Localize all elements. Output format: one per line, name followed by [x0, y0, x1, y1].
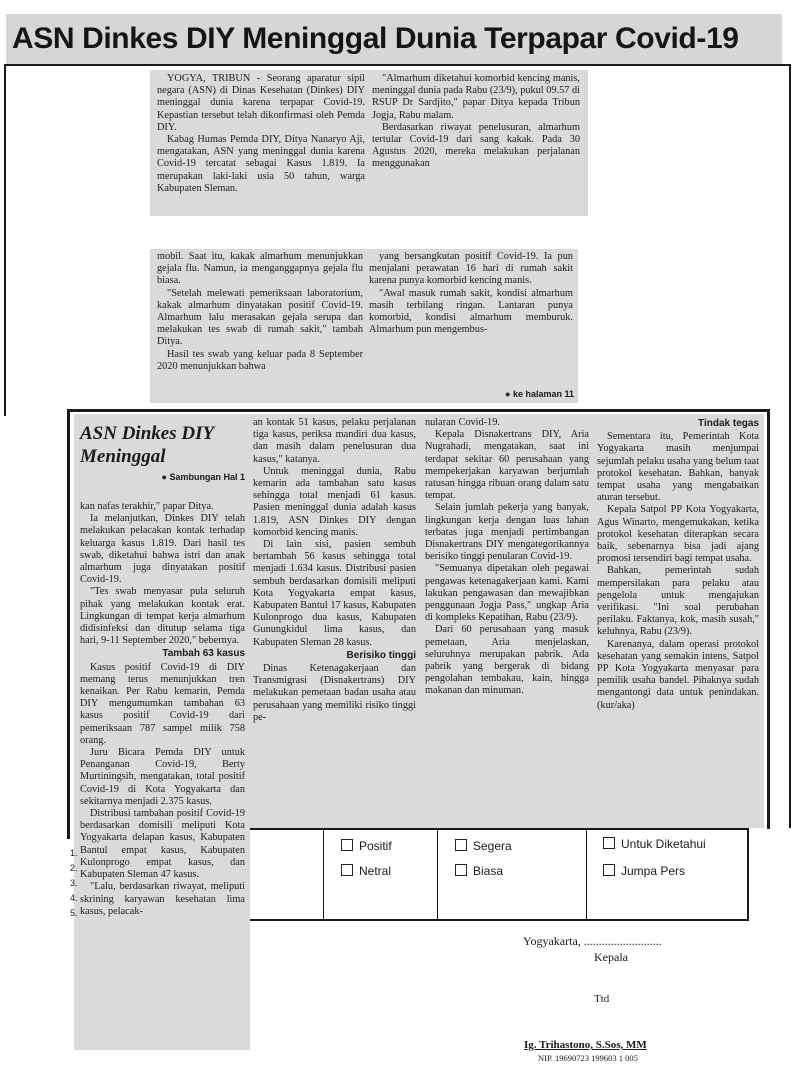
- form-row-number: 3.: [70, 878, 78, 888]
- paragraph: "Semuanya dipetakan oleh pegawai pengawas ketenagakerjaan kami. Kami lakukan pengawasan dan mewajibkan penggunaan Jogja Pass," ungkap Aria di kompleks Kepatihan, Rabu (23/9).: [425, 563, 589, 624]
- checkbox-untuk-diketahui[interactable]: [603, 837, 615, 849]
- paragraph: nularan Covid-19.: [425, 417, 500, 428]
- form-row-number: 1.: [70, 848, 78, 858]
- continuation-title: ASN Dinkes DIY Meninggal: [80, 423, 214, 467]
- bottom-clipping-column-1: [80, 501, 245, 918]
- checkbox-netral[interactable]: [341, 864, 353, 876]
- option-netral-label: Netral: [359, 864, 392, 878]
- headline-banner: [6, 14, 782, 64]
- signature-ttd: Ttd: [594, 993, 610, 1005]
- form-row-number: 4.: [70, 893, 78, 903]
- option-biasa[interactable]: [455, 864, 503, 878]
- bottom-clip-border-top: [67, 409, 770, 412]
- checkbox-positif[interactable]: [341, 839, 353, 851]
- checkbox-segera[interactable]: [455, 839, 467, 851]
- continued-from-page-1: ● Sambungan Hal 1: [161, 472, 245, 482]
- middle-clipping-column-1: [157, 251, 363, 373]
- option-segera-label: Segera: [473, 839, 512, 853]
- form-table-divider-3: [586, 828, 587, 921]
- paragraph: mobil. Saat itu, kakak almarhum menunjukkan gejala flu. Namun, ia menganggapnya gejala flu biasa.: [157, 251, 363, 287]
- option-untuk-diketahui[interactable]: [603, 837, 706, 851]
- checkbox-biasa[interactable]: [455, 864, 467, 876]
- paragraph: "Lalu, berdasarkan riwayat, meliputi skrining karyawan kesehatan lima kasus, pelacak-: [80, 881, 245, 917]
- form-table-divider-1: [323, 828, 324, 921]
- form-table-line-top: [250, 828, 748, 830]
- top-clipping-column-1: [157, 73, 365, 195]
- paragraph: Dinas Ketenagakerjaan dan Transmigrasi (Disnakertrans) DIY melakukan pemetaan badan usaha atau perusahaan yang memiliki risiko tinggi pe-: [253, 663, 416, 723]
- bottom-clipping-column-4: [597, 417, 759, 712]
- signature-place-date: Yogyakarta, ..........................: [523, 934, 662, 948]
- option-segera[interactable]: [455, 839, 512, 853]
- option-jumpa-pers-label: Jumpa Pers: [621, 864, 686, 878]
- paragraph: Hasil tes swab yang keluar pada 8 September 2020 menunjukkan bahwa: [157, 348, 363, 372]
- paragraph: an kontak 51 kasus, pelaku perjalanan tiga kasus, periksa mandiri dua kasus, dan masih dalam penelusuran dua kasus," katanya.: [253, 417, 416, 465]
- form-row-number: 5.: [70, 908, 78, 918]
- paragraph: "Almarhum diketahui komorbid kencing manis, meninggal dunia pada Rabu (23/9), pukul 09.57 di RSUP Dr Sardjito," papar Ditya kepada Tribun Jogja, Rabu malam.: [372, 73, 580, 121]
- paragraph: Karenanya, dalam operasi protokol kesehatan yang semakin intens, Satpol PP Kota Yogyakarta menyasar para pemilik usaha bandel. Pihaknya sudah mengantongi data untuk penindakan. (kur/aka): [597, 638, 759, 711]
- headline: ASN Dinkes DIY Meninggal Dunia Terpapar Covid-19: [12, 22, 739, 55]
- bottom-clip-border-right: [767, 409, 770, 829]
- form-row-numbers: [70, 846, 80, 921]
- form-border-left: [4, 64, 6, 416]
- signature-nip: NIP. 19690723 199603 1 005: [538, 1053, 638, 1063]
- paragraph: Berdasarkan riwayat penelusuran, almarhum tertular Covid-19 dari sang kakak. Pada 30 Agustus 2020, mereka melakukan perjalanan menggunakan: [372, 121, 580, 170]
- form-table-divider-2: [437, 828, 438, 921]
- option-netral[interactable]: [341, 864, 391, 878]
- paragraph: Distribusi tambahan positif Covid-19 berdasarkan domisili meliputi Kota Yogyakarta delapan kasus, Kabupaten Bantul empat kasus, Kabupaten Kulonprogo empat kasus, dan Kabupaten Sleman 47 kasus.: [80, 808, 245, 881]
- bottom-clipping-column-3: [425, 417, 589, 698]
- subheading: Berisiko tinggi: [346, 649, 416, 661]
- paragraph: "Awal masuk rumah sakit, kondisi almarhum masih terbilang ringan. Lantaran punya komorbid, kondisi almarhum memburuk. Almarhum pun mengembus-: [369, 287, 573, 336]
- article-continuation-title-box: [80, 422, 245, 482]
- subheading: Tambah 63 kasus: [162, 648, 245, 660]
- paragraph: Kepala Satpol PP Kota Yogyakarta, Agus Winarto, mengemukakan, ketika protokol kesehatan diterapkan secara baik, sebenarnya bisa jadi ajang promosi tersendiri bagi tempat usaha.: [597, 504, 759, 565]
- paragraph: Selain jumlah pekerja yang banyak, lingkungan kerja dengan luas lahan terbatas juga menjadi pertimbangan Disnakertrans DIY mengategorikannya berisiko tinggi penularan Covid-19.: [425, 502, 589, 563]
- signature-name: Ig. Trihastono, S.Sos, MM: [524, 1039, 647, 1051]
- paragraph: kan nafas terakhir," papar Ditya.: [80, 501, 214, 512]
- paragraph: Kabag Humas Pemda DIY, Ditya Nanaryo Aji, mengatakan, ASN yang meninggal dunia karena Covid-19 tercatat sebagai Kasus 1.819. Ia merupakan laki-laki usia 50 tahun, warga Kabupaten Sleman.: [157, 134, 365, 194]
- paragraph: Kasus positif Covid-19 di DIY memang terus menunjukkan tren kenaikan. Per Rabu kemarin, Pemda DIY mengumumkan tambahan 63 kasus positif Covid-19 dari pemeriksaan 787 sampel milik 758 orang.: [80, 661, 245, 746]
- paragraph: Sementara itu, Pemerintah Kota Yogyakarta masih menjumpai sejumlah pelaku usaha yang belum taat protokol kesehatan. Bahkan, banyak tempat usaha yang mengabaikan aturan tersebut.: [597, 431, 759, 504]
- subheading: Tindak tegas: [698, 418, 759, 429]
- continued-to-page-11: ● ke halaman 11: [505, 389, 574, 399]
- paragraph: Juru Bicara Pemda DIY untuk Penanganan Covid-19, Berty Murtiningsih, mengatakan, total positif Covid-19 di Kota Yogyakarta dan sekitarnya menjadi 2.375 kasus.: [80, 747, 245, 807]
- paragraph: YOGYA, TRIBUN - Seorang aparatur sipil negara (ASN) di Dinas Kesehatan (Dinkes) DIY meninggal dunia karena terpapar Covid-19. Kepastian tersebut telah dikonfirmasi oleh Pemda DIY.: [157, 73, 365, 133]
- form-row-number: 2.: [70, 863, 78, 873]
- middle-clipping-column-2: [369, 251, 573, 336]
- option-jumpa-pers[interactable]: [603, 864, 685, 878]
- option-untuk-diketahui-label: Untuk Diketahui: [621, 837, 706, 851]
- signature-position: Kepala: [594, 950, 628, 964]
- form-border-right: [789, 64, 791, 828]
- checkbox-jumpa-pers[interactable]: [603, 864, 615, 876]
- form-table-right: [747, 828, 749, 921]
- paragraph: Bahkan, pemerintah sudah mempersilakan para pelaku atau pengelola untuk mengajukan verifikasi. "Ini soal perubahan perilaku. Faktanya, kok, masih susah," keluhnya, Rabu (23/9).: [597, 565, 759, 638]
- paragraph: Kepala Disnakertrans DIY, Aria Nugrahadi, mengatakan, saat ini terdapat sekitar 60 perusahaan yang mempekerjakan karyawan berjumlah ratusan hingga ribuan orang dalam satu tempat.: [425, 429, 589, 502]
- bottom-clipping-column-2: [253, 417, 416, 724]
- option-positif[interactable]: [341, 839, 392, 853]
- form-border-top: [4, 64, 791, 66]
- paragraph: Dari 60 perusahaan yang masuk pemetaan, Aria menjelaskan, seluruhnya merupakan pabrik. Ada pabrik yang bergerak di bidang pengolahan tembakau, kain, hingga makanan dan minuman.: [425, 624, 589, 697]
- option-biasa-label: Biasa: [473, 864, 504, 878]
- paragraph: yang bersangkutan positif Covid-19. Ia pun menjalani perawatan 16 hari di rumah sakit karena punya komorbid kencing manis.: [369, 251, 573, 287]
- paragraph: "Setelah melewati pemeriksaan laboratorium, kakak almarhum dinyatakan positif Covid-19. Almarhum lalu merasakan gejala serupa dan melakukan tes swab di rumah sakit," tambah Ditya.: [157, 287, 363, 348]
- paragraph: Ia melanjutkan, Dinkes DIY telah melakukan pelacakan kontak terhadap keluarga kasus 1.819. Dari hasil tes swab, diketahui bahwa istri dan anak almarhum juga dinyatakan positif Covid-19.: [80, 513, 245, 586]
- option-positif-label: Positif: [359, 839, 392, 853]
- paragraph: Di lain sisi, pasien sembuh bertambah 56 kasus sehingga total menjadi 1.634 kasus. Distribusi pasien sembuh berdasarkan domisili meliputi Kota Yogyakarta empat kasus, Kabupaten Bantul 17 kasus, Kabupaten Kulonprogo dua kasus, Kabupaten Gunungkidul lima kasus, dan Kabupaten Sleman 28 kasus.: [253, 539, 416, 648]
- paragraph: Untuk meninggal dunia, Rabu kemarin ada tambahan satu kasus sehingga total menjadi 61 kasus. Pasien meninggal dunia adalah kasus 1.819, ASN Dinkes DIY dengan komorbid kencing manis.: [253, 465, 416, 538]
- paragraph: "Tes swab menyasar pula seluruh pihak yang melakukan kontak erat. Lingkungan di tempat kerja almarhum didisinfeksi dan ditutup selama tiga hari, 9-11 September 2020," bebernya.: [80, 586, 245, 647]
- form-table-line-bottom: [250, 919, 748, 921]
- bottom-clip-border-left: [67, 409, 70, 839]
- top-clipping-column-2: [372, 73, 580, 171]
